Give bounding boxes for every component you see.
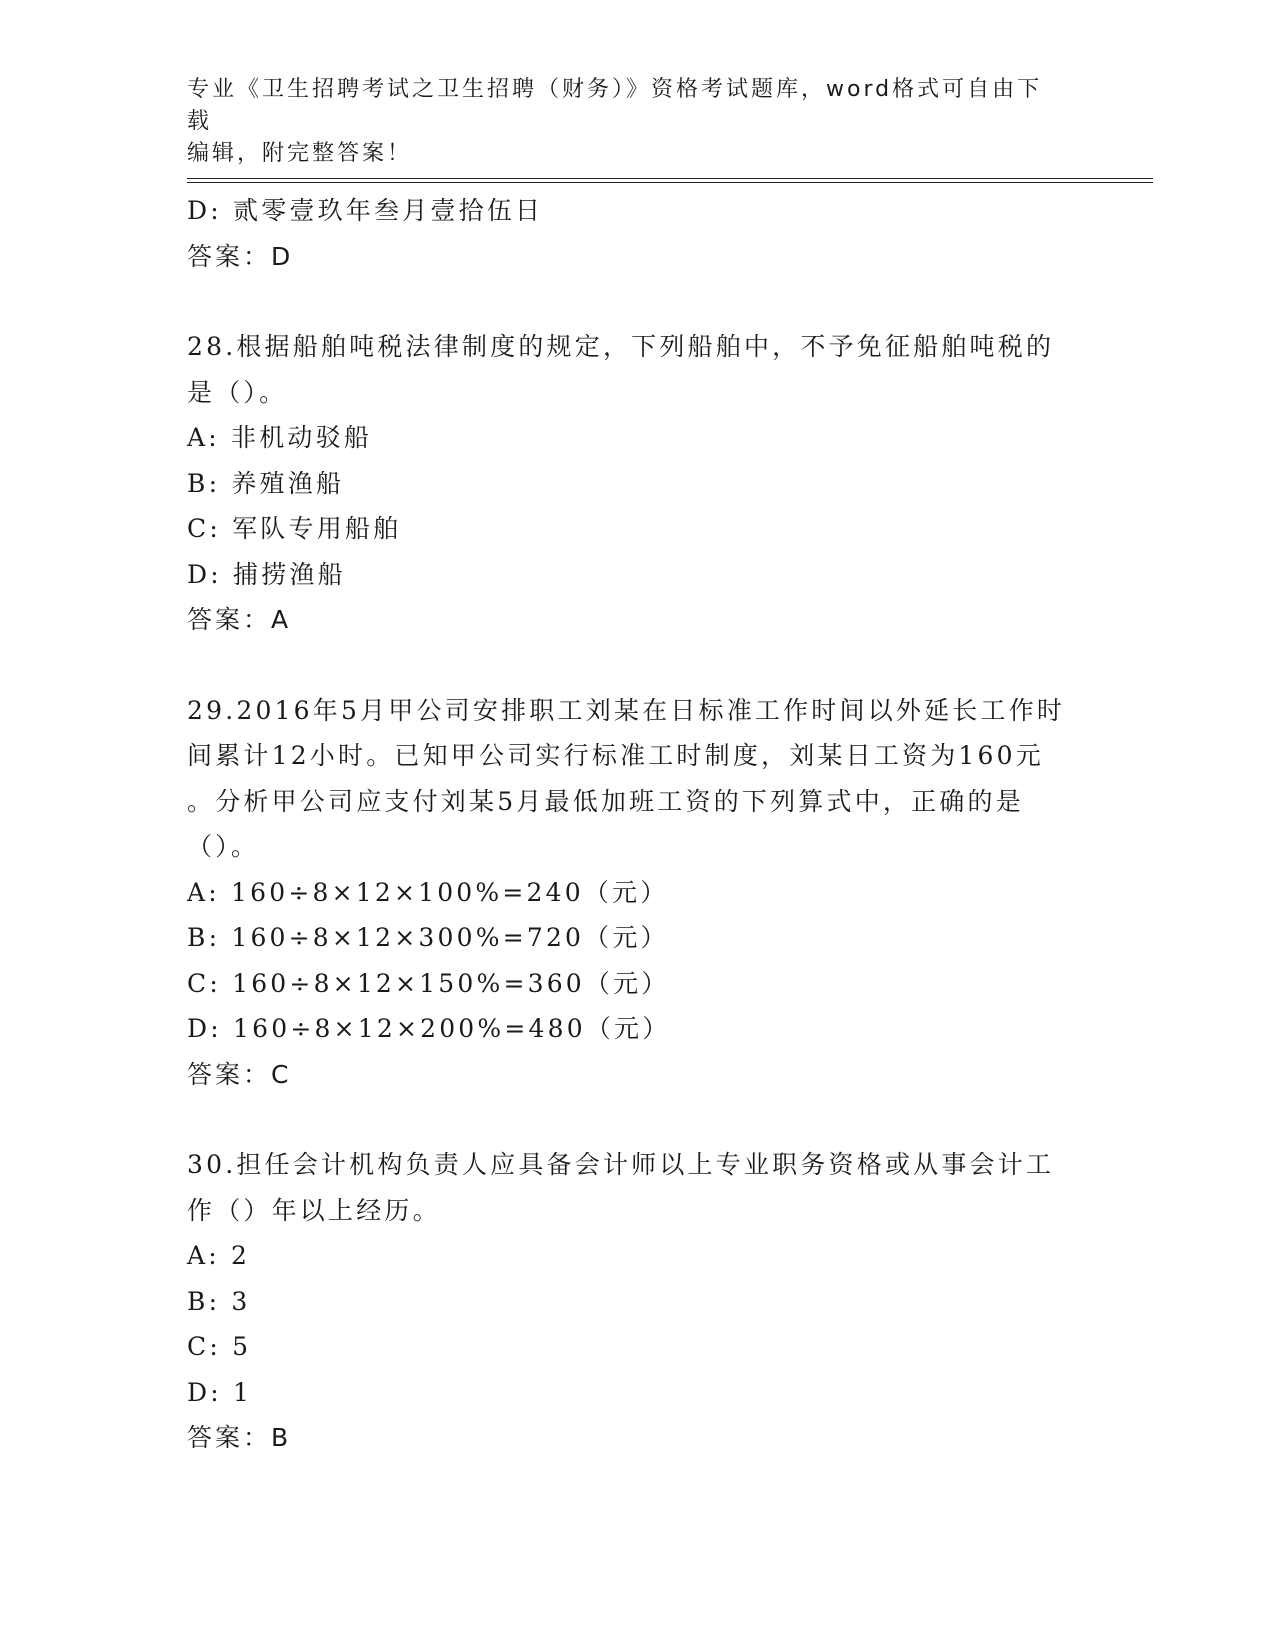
option-a: A: 160÷8×12×100%=240（元）	[187, 877, 669, 907]
option-a: A: 2	[187, 1241, 251, 1270]
option-d: D: 160÷8×12×200%=480（元）	[187, 1014, 671, 1043]
option-d: D: 贰零壹玖年叁月壹拾伍日	[187, 196, 544, 225]
question-stem-line: 作（）年以上经历。	[187, 1195, 441, 1225]
question-stem-line: 间累计12小时。已知甲公司实行标准工时制度，刘某日工资为160元	[187, 741, 1044, 770]
document-header	[187, 74, 1067, 170]
header-line-1: 专业《卫生招聘考试之卫生招聘（财务）》资格考试题库，word格式可自由下载	[187, 77, 1043, 134]
header-divider-bottom	[187, 182, 1153, 183]
option-c: C: 160÷8×12×150%=360（元）	[187, 968, 670, 998]
answer-line: 答案：C	[187, 1059, 292, 1089]
option-b: B: 养殖渔船	[187, 468, 345, 498]
header-divider-top	[187, 178, 1153, 179]
spacer	[187, 1097, 1087, 1142]
option-c: C: 军队专用船舶	[187, 514, 402, 543]
answer-line: 答案：B	[187, 1423, 292, 1452]
question-stem-line: 30.担任会计机构负责人应具备会计师以上专业职务资格或从事会计工	[187, 1150, 1055, 1179]
answer-line: 答案：A	[187, 605, 292, 634]
option-a: A: 非机动驳船	[187, 423, 373, 452]
question-29	[187, 688, 1087, 1098]
spacer	[187, 643, 1087, 688]
question-stem-line: 。分析甲公司应支付刘某5月最低加班工资的下列算式中，正确的是	[187, 786, 1024, 816]
option-b: B: 160÷8×12×300%=720（元）	[187, 923, 669, 952]
question-27-tail	[187, 188, 1087, 279]
spacer	[187, 279, 1087, 324]
option-c: C: 5	[187, 1332, 252, 1361]
question-30	[187, 1142, 1087, 1461]
question-stem-line: 29.2016年5月甲公司安排职工刘某在日标准工作时间以外延长工作时	[187, 695, 1066, 725]
question-stem-line: 是（）。	[187, 377, 288, 407]
question-list	[187, 188, 1087, 1461]
question-stem-line: 28.根据船舶吨税法律制度的规定，下列船舶中，不予免征船舶吨税的	[187, 332, 1055, 361]
question-28	[187, 324, 1087, 643]
answer-line: 答案：D	[187, 241, 294, 271]
option-d: D: 1	[187, 1377, 253, 1407]
option-d: D: 捕捞渔船	[187, 559, 346, 589]
option-b: B: 3	[187, 1286, 251, 1316]
question-stem-line: （）。	[187, 832, 260, 861]
header-line-2: 编辑，附完整答案！	[187, 141, 413, 166]
